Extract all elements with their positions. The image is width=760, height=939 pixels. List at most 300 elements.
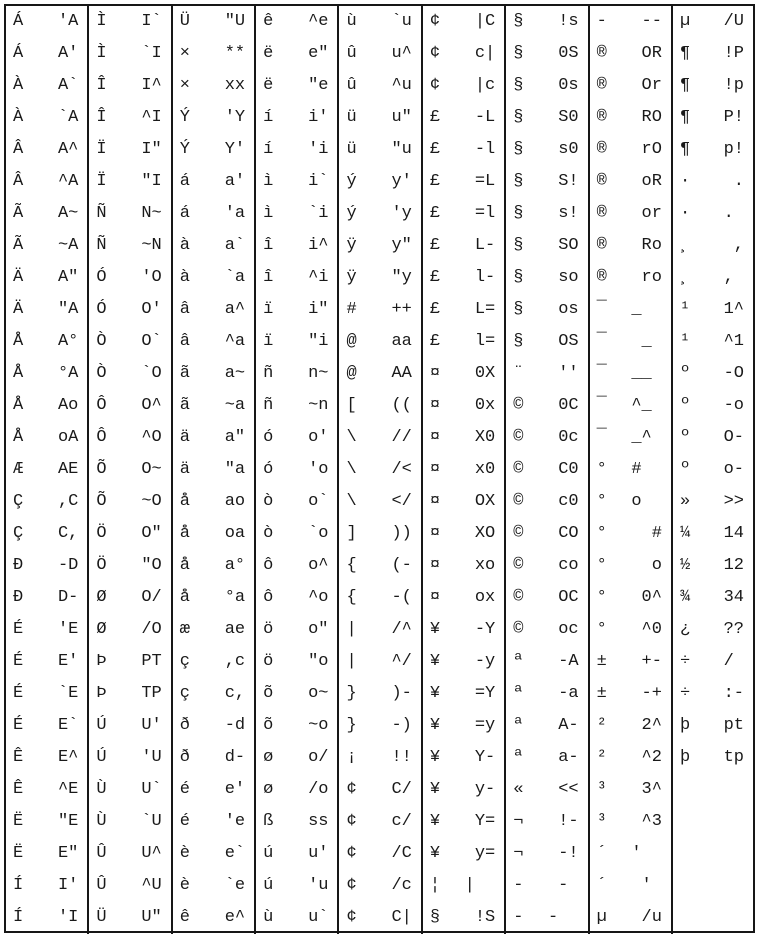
compose-sequence: i^ <box>308 236 329 255</box>
character-glyph: ¤ <box>429 396 441 415</box>
compose-sequence: -Y <box>474 620 496 639</box>
compose-sequence: Ao <box>57 396 79 415</box>
character-glyph: ® <box>596 172 607 191</box>
character-glyph: ù <box>346 12 357 31</box>
compose-sequence: "y <box>391 268 412 287</box>
character-glyph: ß <box>263 812 274 831</box>
table-cell <box>339 230 420 262</box>
character-glyph: Õ <box>96 460 107 479</box>
character-glyph: Û <box>96 844 107 863</box>
table-cell <box>423 102 504 134</box>
character-glyph: º <box>679 364 691 383</box>
table-cell <box>256 550 337 582</box>
character-glyph: £ <box>429 204 441 223</box>
character-glyph: ð <box>179 748 190 767</box>
compose-sequence: `U <box>141 812 162 831</box>
compose-sequence: "u <box>391 140 412 159</box>
table-cell <box>423 166 504 198</box>
character-glyph: ¤ <box>429 556 441 575</box>
compose-sequence: A^ <box>57 140 79 159</box>
character-glyph: ¶ <box>679 140 691 159</box>
character-glyph: Ý <box>179 140 190 159</box>
character-glyph: ò <box>263 492 274 511</box>
character-glyph: ø <box>263 780 274 799</box>
compose-sequence: A° <box>57 332 79 351</box>
table-cell <box>506 198 587 230</box>
character-glyph: © <box>513 588 524 607</box>
character-glyph: é <box>179 780 190 799</box>
compose-sequence: ae <box>224 620 246 639</box>
character-glyph: © <box>513 620 524 639</box>
character-glyph: · <box>679 204 691 223</box>
character-glyph: Î <box>96 108 107 127</box>
character-glyph: Ù <box>96 812 107 831</box>
table-cell <box>590 198 671 230</box>
table-cell <box>423 38 504 70</box>
compose-sequence: o/ <box>308 748 329 767</box>
table-cell <box>423 326 504 358</box>
character-glyph: ¾ <box>679 588 691 607</box>
compose-sequence: U^ <box>141 844 162 863</box>
compose-sequence: d- <box>224 748 246 767</box>
compose-sequence: oc <box>558 620 579 639</box>
character-glyph: º <box>679 396 691 415</box>
table-cell <box>89 198 170 230</box>
compose-sequence: Y- <box>474 748 496 767</box>
character-glyph: ¸ <box>679 236 691 255</box>
table-cell <box>590 486 671 518</box>
character-glyph: â <box>179 332 190 351</box>
character-glyph: - <box>513 876 524 895</box>
table-cell <box>89 582 170 614</box>
character-glyph: å <box>179 556 190 575</box>
table-cell <box>423 742 504 774</box>
table-cell <box>6 390 87 422</box>
table-column-7 <box>506 6 589 934</box>
character-glyph: î <box>263 236 274 255</box>
compose-sequence: u" <box>391 108 412 127</box>
character-glyph: Ç <box>13 492 24 511</box>
compose-sequence: "O <box>141 556 162 575</box>
character-glyph: ç <box>179 652 190 671</box>
character-glyph: ï <box>263 300 274 319</box>
table-cell <box>6 70 87 102</box>
table-cell <box>673 454 753 486</box>
character-glyph: õ <box>263 684 274 703</box>
compose-sequence: - <box>547 908 579 927</box>
character-glyph: { <box>346 588 357 607</box>
compose-sequence: o^ <box>308 556 329 575</box>
table-cell <box>506 902 587 934</box>
table-cell <box>590 230 671 262</box>
table-cell <box>673 38 753 70</box>
character-glyph: É <box>13 684 24 703</box>
table-cell <box>6 326 87 358</box>
table-cell <box>339 38 420 70</box>
table-cell <box>673 774 753 806</box>
compose-sequence: O~ <box>141 460 162 479</box>
table-cell <box>89 6 170 38</box>
character-glyph: ª <box>513 652 524 671</box>
character-glyph: ä <box>179 428 190 447</box>
compose-sequence: "I <box>141 172 162 191</box>
table-cell <box>339 390 420 422</box>
table-cell <box>423 70 504 102</box>
compose-sequence: ox <box>474 588 496 607</box>
table-cell <box>89 262 170 294</box>
character-glyph: ° <box>596 588 607 607</box>
compose-sequence: +- <box>641 652 662 671</box>
table-cell <box>590 294 671 326</box>
compose-sequence: '' <box>558 364 579 383</box>
table-cell <box>6 710 87 742</box>
compose-sequence: `E <box>57 684 79 703</box>
compose-sequence: rO <box>641 140 662 159</box>
compose-sequence: l= <box>474 332 496 351</box>
table-cell <box>506 646 587 678</box>
table-cell <box>506 70 587 102</box>
table-cell <box>89 902 170 934</box>
compose-sequence: ^2 <box>641 748 662 767</box>
table-cell <box>6 102 87 134</box>
compose-sequence: D- <box>57 588 79 607</box>
character-glyph: ¥ <box>429 748 441 767</box>
character-glyph: ù <box>263 908 274 927</box>
compose-sequence: AE <box>57 460 79 479</box>
character-glyph: É <box>13 620 24 639</box>
table-cell <box>6 806 87 838</box>
table-cell <box>339 646 420 678</box>
character-glyph: ú <box>263 844 274 863</box>
compose-sequence: /< <box>391 460 412 479</box>
table-cell <box>339 70 420 102</box>
table-cell <box>339 678 420 710</box>
table-cell <box>673 646 753 678</box>
table-cell <box>173 582 254 614</box>
character-glyph: ì <box>263 204 274 223</box>
character-glyph: Å <box>13 428 24 447</box>
table-cell <box>6 166 87 198</box>
compose-sequence: =y <box>474 716 496 735</box>
table-cell <box>6 774 87 806</box>
table-cell <box>590 166 671 198</box>
table-cell <box>506 6 587 38</box>
character-glyph: ¹ <box>679 300 691 319</box>
character-glyph: £ <box>429 108 441 127</box>
compose-sequence: |c <box>474 76 496 95</box>
table-cell <box>256 230 337 262</box>
character-glyph: ú <box>263 876 274 895</box>
table-cell <box>590 134 671 166</box>
character-glyph: Í <box>13 908 24 927</box>
compose-sequence: A- <box>558 716 579 735</box>
table-cell <box>673 326 753 358</box>
table-cell <box>590 710 671 742</box>
table-cell <box>89 454 170 486</box>
table-cell <box>673 262 753 294</box>
character-glyph: Ò <box>96 364 107 383</box>
compose-sequence: "E <box>57 812 79 831</box>
character-glyph: õ <box>263 716 274 735</box>
character-glyph: þ <box>679 748 691 767</box>
table-cell <box>506 582 587 614</box>
character-glyph: ¼ <box>679 524 691 543</box>
character-glyph: è <box>179 876 190 895</box>
character-glyph: Ê <box>13 748 24 767</box>
character-glyph: þ <box>679 716 691 735</box>
table-cell <box>673 358 753 390</box>
character-glyph: â <box>179 300 190 319</box>
table-cell <box>339 102 420 134</box>
character-glyph: « <box>513 780 524 799</box>
compose-sequence: ~N <box>141 236 162 255</box>
character-glyph: § <box>513 12 524 31</box>
character-glyph: ê <box>263 12 274 31</box>
character-glyph: ® <box>596 76 607 95</box>
character-glyph: Þ <box>96 652 107 671</box>
table-cell <box>590 806 671 838</box>
table-cell <box>423 838 504 870</box>
character-glyph: ö <box>263 652 274 671</box>
compose-sequence: ^0 <box>641 620 662 639</box>
compose-sequence: l- <box>474 268 496 287</box>
character-glyph: ³ <box>596 780 607 799</box>
compose-sequence: O- <box>723 428 744 447</box>
character-glyph: ® <box>596 236 607 255</box>
character-glyph: Ò <box>96 332 107 351</box>
table-cell <box>89 870 170 902</box>
compose-sequence: x0 <box>474 460 496 479</box>
character-glyph: § <box>513 76 524 95</box>
compose-sequence: a° <box>224 556 246 575</box>
character-glyph: Á <box>13 44 24 63</box>
compose-sequence: / <box>713 652 744 671</box>
character-glyph: Å <box>13 332 24 351</box>
table-cell <box>89 70 170 102</box>
compose-sequence: ' <box>631 876 662 895</box>
compose-sequence: /U <box>723 12 744 31</box>
compose-sequence: ^i <box>308 268 329 287</box>
character-glyph: ò <box>263 524 274 543</box>
table-cell <box>256 518 337 550</box>
compose-sequence: A~ <box>57 204 79 223</box>
compose-sequence: n~ <box>308 364 329 383</box>
character-glyph: ® <box>596 204 607 223</box>
character-glyph: ¢ <box>346 780 357 799</box>
table-cell <box>89 486 170 518</box>
character-glyph: ª <box>513 748 524 767</box>
compose-sequence: ' <box>631 844 662 863</box>
table-cell <box>423 518 504 550</box>
character-glyph: ¹ <box>679 332 691 351</box>
table-cell <box>590 614 671 646</box>
table-cell <box>590 102 671 134</box>
compose-sequence: !- <box>558 812 579 831</box>
table-cell <box>423 134 504 166</box>
compose-sequence: xo <box>474 556 496 575</box>
table-cell <box>506 166 587 198</box>
compose-sequence: s! <box>558 204 579 223</box>
compose-sequence: 0x <box>474 396 496 415</box>
character-glyph: º <box>679 428 691 447</box>
compose-sequence: os <box>558 300 579 319</box>
compose-sequence: O/ <box>141 588 162 607</box>
compose-sequence: CO <box>558 524 579 543</box>
compose-sequence: `e <box>224 876 246 895</box>
character-glyph: û <box>346 44 357 63</box>
character-glyph: ÷ <box>679 652 691 671</box>
table-cell <box>173 614 254 646</box>
compose-sequence: P! <box>723 108 744 127</box>
character-glyph: Å <box>13 396 24 415</box>
table-cell <box>339 486 420 518</box>
character-glyph: À <box>13 76 24 95</box>
compose-sequence: ~a <box>224 396 246 415</box>
compose-sequence: ^A <box>57 172 79 191</box>
character-glyph: ÿ <box>346 236 357 255</box>
table-cell <box>173 390 254 422</box>
compose-sequence-table <box>4 4 755 933</box>
compose-sequence: o <box>631 556 662 575</box>
table-cell <box>506 294 587 326</box>
compose-sequence: ++ <box>391 300 412 319</box>
character-glyph: ñ <box>263 396 274 415</box>
compose-sequence: c, <box>224 684 246 703</box>
table-cell <box>506 486 587 518</box>
table-cell <box>89 230 170 262</box>
compose-sequence: !S <box>474 908 496 927</box>
compose-sequence: OX <box>474 492 496 511</box>
table-cell <box>673 390 753 422</box>
compose-sequence: a- <box>558 748 579 767</box>
table-cell <box>423 774 504 806</box>
compose-sequence: `o <box>308 524 329 543</box>
compose-sequence: ^o <box>308 588 329 607</box>
table-cell <box>423 582 504 614</box>
table-cell <box>339 262 420 294</box>
compose-sequence: E` <box>57 716 79 735</box>
compose-sequence: O^ <box>141 396 162 415</box>
table-cell <box>673 870 753 902</box>
character-glyph: Ã <box>13 204 24 223</box>
table-cell <box>6 454 87 486</box>
character-glyph: Ø <box>96 588 107 607</box>
character-glyph: ó <box>263 460 274 479</box>
table-cell <box>590 902 671 934</box>
table-cell <box>506 838 587 870</box>
character-glyph: ý <box>346 204 357 223</box>
compose-sequence: `i <box>308 204 329 223</box>
character-glyph: ¤ <box>429 492 441 511</box>
compose-sequence: 1^ <box>723 300 744 319</box>
table-cell <box>673 710 753 742</box>
table-cell <box>256 294 337 326</box>
table-cell <box>339 134 420 166</box>
table-cell <box>339 518 420 550</box>
table-cell <box>423 870 504 902</box>
table-cell <box>173 486 254 518</box>
table-cell <box>89 294 170 326</box>
compose-sequence: !P <box>723 44 744 63</box>
compose-sequence: </ <box>391 492 412 511</box>
character-glyph: ð <box>179 716 190 735</box>
character-glyph: À <box>13 108 24 127</box>
compose-sequence: I" <box>141 140 162 159</box>
table-cell <box>673 838 753 870</box>
table-cell <box>506 230 587 262</box>
table-cell <box>590 678 671 710</box>
table-cell <box>673 230 753 262</box>
character-glyph: ° <box>596 524 607 543</box>
table-column-2 <box>89 6 172 934</box>
compose-sequence: E^ <box>57 748 79 767</box>
table-cell <box>256 614 337 646</box>
character-glyph: | <box>346 652 357 671</box>
table-cell <box>89 710 170 742</box>
compose-sequence: , <box>713 236 744 255</box>
table-cell <box>256 262 337 294</box>
compose-sequence: /O <box>141 620 162 639</box>
compose-sequence: °a <box>224 588 246 607</box>
character-glyph: ¯ <box>596 364 607 383</box>
compose-sequence: TP <box>141 684 162 703</box>
character-glyph: £ <box>429 172 441 191</box>
table-cell <box>673 678 753 710</box>
character-glyph: ¬ <box>513 844 524 863</box>
compose-sequence: # <box>631 524 662 543</box>
compose-sequence: s0 <box>558 140 579 159</box>
compose-sequence: -O <box>723 364 744 383</box>
table-cell <box>256 838 337 870</box>
character-glyph: ¢ <box>346 812 357 831</box>
character-glyph: Æ <box>13 460 24 479</box>
compose-sequence: 0X <box>474 364 496 383</box>
compose-sequence: __ <box>631 364 662 383</box>
character-glyph: Ï <box>96 140 107 159</box>
table-cell <box>590 390 671 422</box>
table-cell <box>89 678 170 710</box>
character-glyph: Á <box>13 12 24 31</box>
table-cell <box>6 582 87 614</box>
compose-sequence: Ro <box>641 236 662 255</box>
character-glyph: ¤ <box>429 460 441 479</box>
character-glyph: Ä <box>13 268 24 287</box>
table-cell <box>256 102 337 134</box>
compose-sequence: -+ <box>641 684 662 703</box>
character-glyph: | <box>346 620 357 639</box>
table-cell <box>89 838 170 870</box>
character-glyph: Ë <box>13 844 24 863</box>
table-cell <box>506 550 587 582</box>
compose-sequence: aa <box>391 332 412 351</box>
character-glyph: Ú <box>96 748 107 767</box>
character-glyph: å <box>179 492 190 511</box>
compose-sequence: ?? <box>723 620 744 639</box>
compose-sequence: OS <box>558 332 579 351</box>
compose-sequence: ,c <box>224 652 246 671</box>
compose-sequence: a' <box>224 172 246 191</box>
compose-sequence: /o <box>308 780 329 799</box>
character-glyph: Í <box>13 876 24 895</box>
table-cell <box>590 582 671 614</box>
character-glyph: ª <box>513 716 524 735</box>
compose-sequence: S0 <box>558 108 579 127</box>
table-cell <box>6 678 87 710</box>
compose-sequence: a^ <box>224 300 246 319</box>
table-cell <box>423 6 504 38</box>
character-glyph: µ <box>679 12 691 31</box>
compose-sequence: ^3 <box>641 812 662 831</box>
